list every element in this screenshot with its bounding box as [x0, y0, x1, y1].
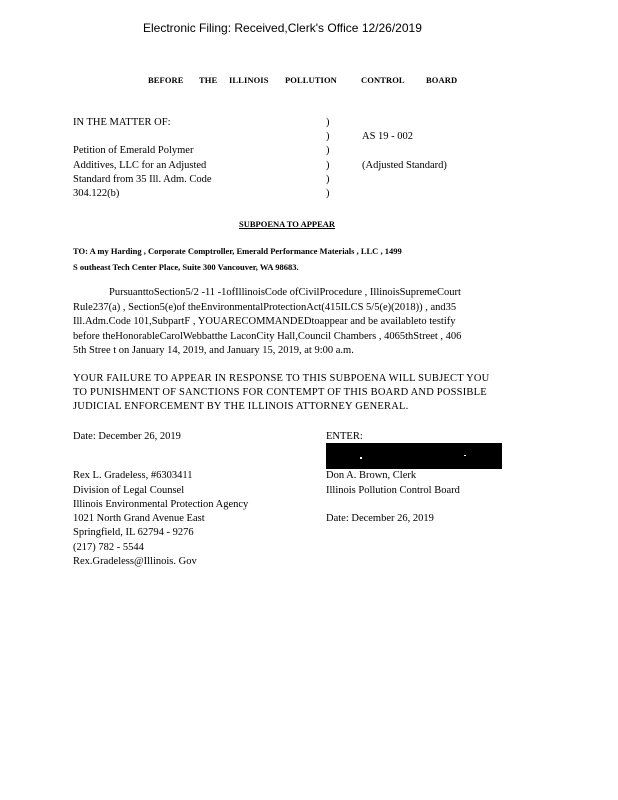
- board-title-word: BOARD: [426, 75, 458, 85]
- body-line: PursuanttoSection5/2 -11 -1ofIllinoisCode ofCivilProcedure , IllinoisSupremeCourt: [109, 287, 461, 298]
- recipient-line: TO: A my Harding , Corporate Comptroller, Emerald Performance Materials , LLC , 1499: [73, 246, 402, 256]
- redacted-signature: [326, 443, 502, 469]
- body-line: before theHonorableCarolWebbatthe LaconCity Hall,Council Chambers , 4065thStreet , 406: [73, 331, 462, 342]
- board-title-word: POLLUTION: [285, 75, 337, 85]
- body-line: Ill.Adm.Code 101,SubpartF , YOUARECOMMANDEDtoappear and be availableto testify: [73, 316, 456, 327]
- body-line: 5th Stree t on January 14, 2019, and January 15, 2019, at 9:00 a.m.: [73, 345, 354, 356]
- board-title-word: ILLINOIS: [229, 75, 269, 85]
- board-title-word: THE: [199, 75, 218, 85]
- subpoena-title: SUBPOENA TO APPEAR: [239, 219, 336, 229]
- attorney-line: Rex L. Gradeless, #6303411: [73, 470, 193, 481]
- attorney-line: 1021 North Grand Avenue East: [73, 513, 205, 524]
- petition-line: Additives, LLC for an Adjusted: [73, 160, 207, 171]
- attorney-line: Illinois Environmental Protection Agency: [73, 499, 249, 510]
- board-title-word: CONTROL: [361, 75, 405, 85]
- caption-paren: ): [326, 160, 330, 171]
- petition-line: 304.122(b): [73, 188, 120, 199]
- attorney-email: Rex.Gradeless@Illinois. Gov: [73, 556, 197, 567]
- board-name: Illinois Pollution Control Board: [326, 485, 460, 496]
- matter-label: IN THE MATTER OF:: [73, 117, 171, 128]
- body-line: Rule237(a) , Section5(e)of theEnvironmentalProtectionAct(415ILCS 5/5(e)(2018)) , and35: [73, 302, 457, 313]
- issue-date: Date: December 26, 2019: [73, 431, 181, 442]
- attorney-line: (217) 782 - 5544: [73, 542, 144, 553]
- clerk-date: Date: December 26, 2019: [326, 513, 434, 524]
- caption-paren: ): [326, 174, 330, 185]
- redaction-speck: [464, 455, 466, 456]
- board-title-word: BEFORE: [148, 75, 184, 85]
- attorney-line: Springfield, IL 62794 - 9276: [73, 527, 194, 538]
- petition-line: Standard from 35 Ill. Adm. Code: [73, 174, 212, 185]
- case-number: AS 19 - 002: [362, 131, 414, 142]
- petition-line: Petition of Emerald Polymer: [73, 145, 194, 156]
- caption-paren: ): [326, 188, 330, 199]
- filing-stamp: Electronic Filing: Received,Clerk's Office 12/26/2019: [143, 21, 422, 35]
- enter-label: ENTER:: [326, 431, 363, 442]
- redaction-speck: [360, 457, 362, 459]
- warning-line: YOUR FAILURE TO APPEAR IN RESPONSE TO THIS SUBPOENA WILL SUBJECT YOU: [73, 373, 490, 384]
- clerk-name: Don A. Brown, Clerk: [326, 470, 417, 481]
- caption-paren: ): [326, 117, 330, 128]
- recipient-line: S outheast Tech Center Place, Suite 300 Vancouver, WA 98683.: [73, 262, 299, 272]
- caption-paren: ): [326, 145, 330, 156]
- case-type: (Adjusted Standard): [362, 160, 447, 171]
- attorney-line: Division of Legal Counsel: [73, 485, 185, 496]
- warning-line: TO PUNISHMENT OF SANCTIONS FOR CONTEMPT OF THIS BOARD AND POSSIBLE: [73, 387, 487, 398]
- warning-line: JUDICIAL ENFORCEMENT BY THE ILLINOIS ATTORNEY GENERAL.: [73, 401, 409, 412]
- caption-paren: ): [326, 131, 330, 142]
